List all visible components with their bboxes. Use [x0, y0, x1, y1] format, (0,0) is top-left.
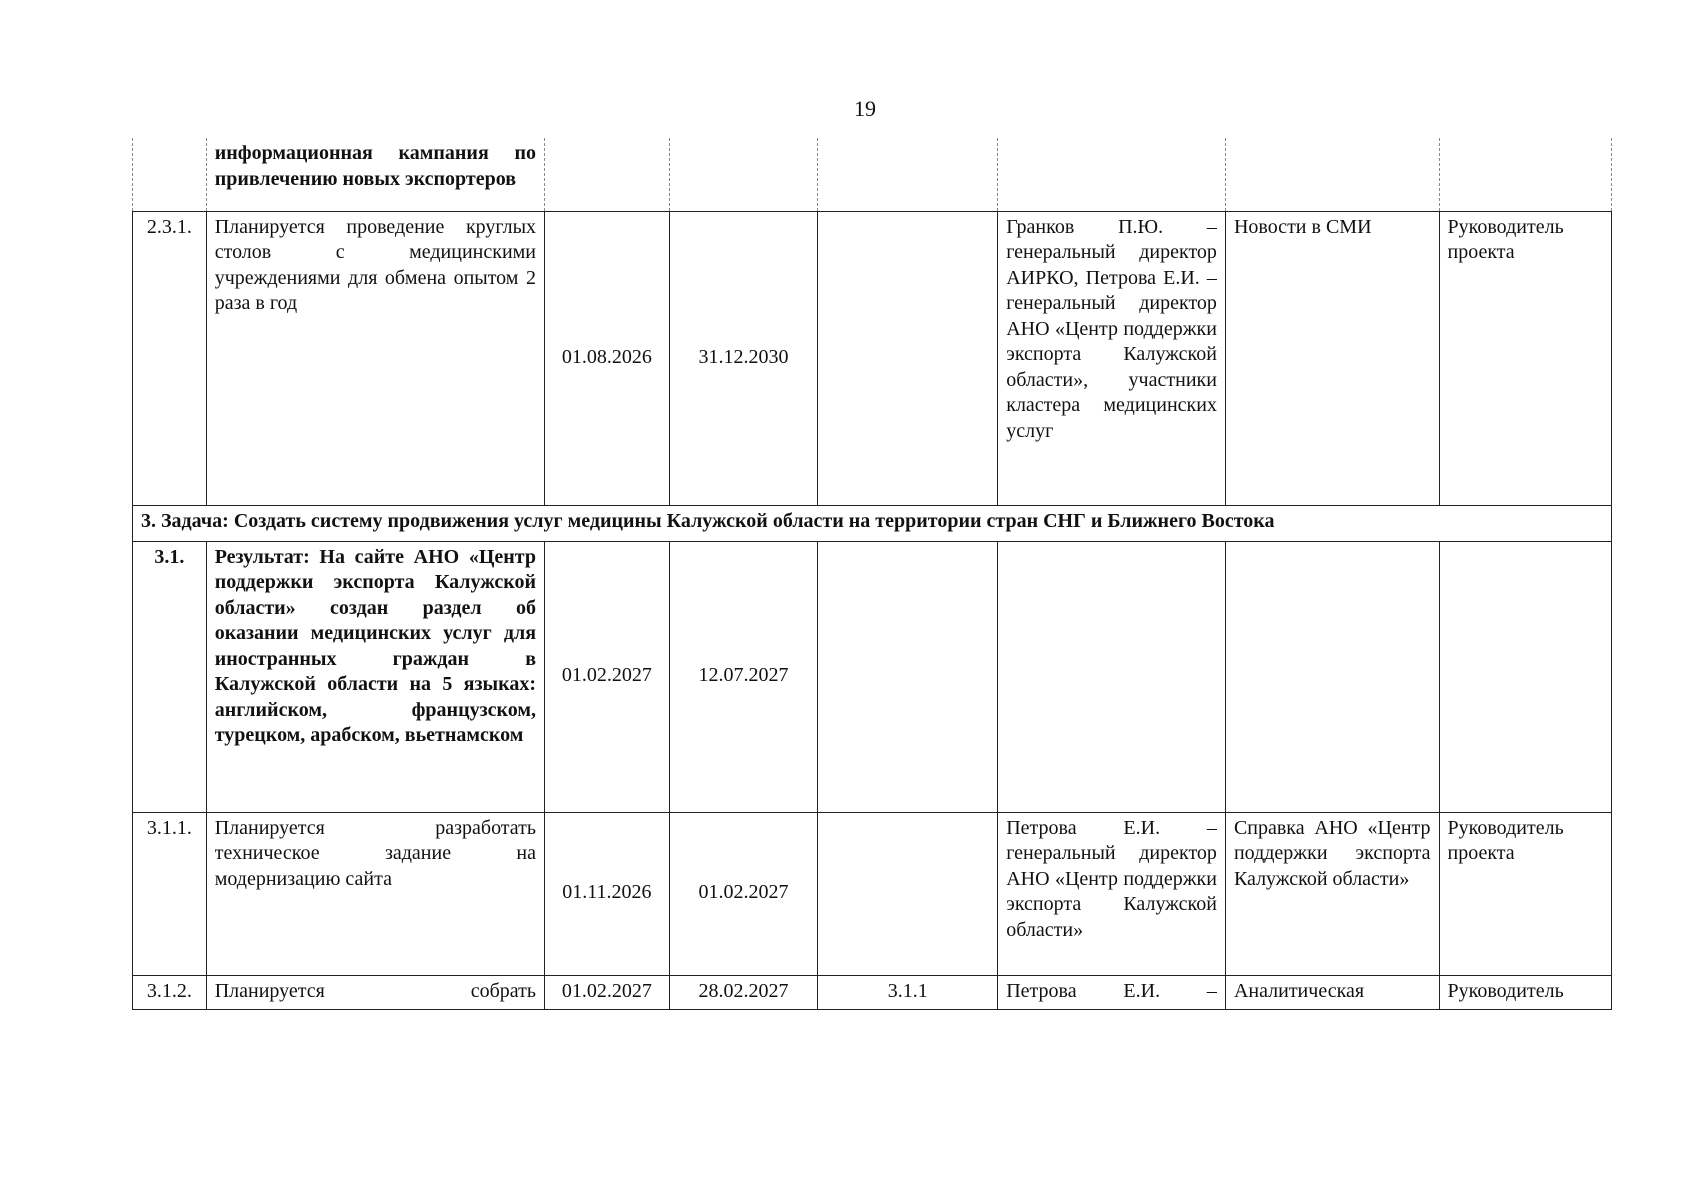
cell-dependency	[818, 211, 998, 505]
cell-num	[133, 138, 207, 211]
cell-start: 01.02.2027	[545, 541, 670, 812]
cell-text: Планируется собрать	[206, 975, 544, 1009]
cell-result-doc	[1225, 541, 1439, 812]
table-row	[133, 541, 1612, 812]
cell-num: 3.1.	[133, 541, 207, 812]
cell-end: 12.07.2027	[669, 541, 818, 812]
cell-responsible: Гранков П.Ю. – генеральный директор АИРКО, Петрова Е.И. – генеральный директор АНО «Центр поддержки экспорта Калужской области», участники кластера медицинских услуг	[998, 211, 1226, 505]
table-row	[133, 812, 1612, 975]
cell-text: Планируется разработать техническое задание на модернизацию сайта	[206, 812, 544, 975]
cell-dependency	[818, 541, 998, 812]
cell-result-doc: Новости в СМИ	[1225, 211, 1439, 505]
cell-approver: Руководитель	[1439, 975, 1611, 1009]
cell-result-doc	[1225, 138, 1439, 211]
cell-end	[669, 138, 818, 211]
cell-responsible	[998, 541, 1226, 812]
cell-dependency	[818, 138, 998, 211]
cell-approver: Руководитель проекта	[1439, 211, 1611, 505]
table-row	[133, 138, 1612, 211]
cell-start	[545, 138, 670, 211]
table-row	[133, 211, 1612, 505]
cell-responsible: Петрова Е.И. –	[998, 975, 1226, 1009]
cell-end: 01.02.2027	[669, 812, 818, 975]
cell-text: Планируется проведение круглых столов с медицинскими учреждениями для обмена опытом 2 раза в год	[206, 211, 544, 505]
cell-text: информационная кампания по привлечению новых экспортеров	[206, 138, 544, 211]
page-number: 19	[854, 96, 876, 121]
project-plan-table	[132, 138, 1612, 1010]
cell-num: 3.1.1.	[133, 812, 207, 975]
cell-end: 28.02.2027	[669, 975, 818, 1009]
cell-num: 3.1.2.	[133, 975, 207, 1009]
cell-num: 2.3.1.	[133, 211, 207, 505]
cell-approver	[1439, 138, 1611, 211]
cell-responsible	[998, 138, 1226, 211]
cell-dependency: 3.1.1	[818, 975, 998, 1009]
cell-result-doc: Справка АНО «Центр поддержки экспорта Калужской области»	[1225, 812, 1439, 975]
cell-start: 01.11.2026	[545, 812, 670, 975]
cell-result-doc: Аналитическая	[1225, 975, 1439, 1009]
task-heading: 3. Задача: Создать систему продвижения услуг медицины Калужской области на территории стран СНГ и Ближнего Востока	[133, 505, 1612, 541]
table-row	[133, 975, 1612, 1009]
cell-text: Результат: На сайте АНО «Центр поддержки экспорта Калужской области» создан раздел об оказании медицинских услуг для иностранных граждан в Калужской области на 5 языках: английском, французском, турецком, арабском, вьетнамском	[206, 541, 544, 812]
task-row	[133, 505, 1612, 541]
cell-approver	[1439, 541, 1611, 812]
cell-end: 31.12.2030	[669, 211, 818, 505]
cell-responsible: Петрова Е.И. – генеральный директор АНО «Центр поддержки экспорта Калужской области»	[998, 812, 1226, 975]
cell-start: 01.08.2026	[545, 211, 670, 505]
cell-approver: Руководитель проекта	[1439, 812, 1611, 975]
cell-start: 01.02.2027	[545, 975, 670, 1009]
cell-dependency	[818, 812, 998, 975]
